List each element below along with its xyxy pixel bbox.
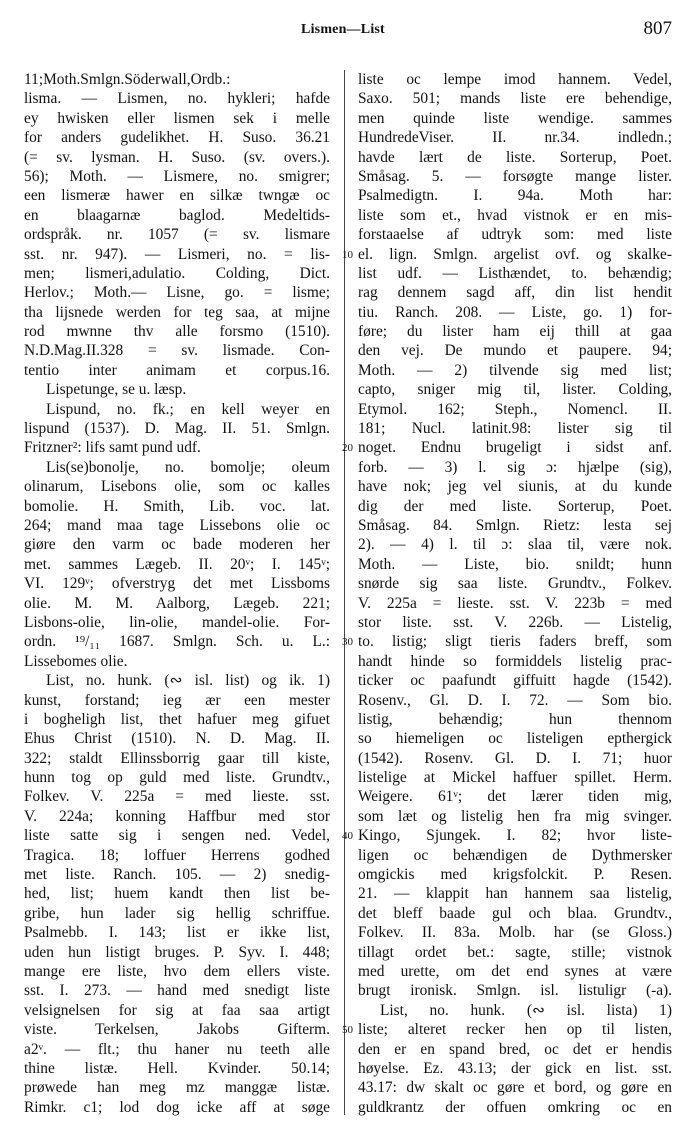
text-line: liste; alteret recker hen op til listen, 50 [358,1020,672,1039]
line-number-marker: 10 [342,248,353,261]
right-column [342,70,672,1117]
text-line: List, no. hunk. (∾ isl. list) og ik. 1) [46,672,330,690]
text-line: brugt ironisk. Smlgn. isl. listuligr (-a). [358,982,672,1000]
text-line: 181; Nucl. latinit.98: lister sig til [358,420,672,438]
text-line: listelige at Mickel haffuer spillet. Herm. [358,769,672,787]
text-line: dig der med liste. Sorterup, Poet. [358,497,672,515]
text-line: i bogheligh list, thet hafuer meg gifuet [24,710,330,728]
text-line: (1542). Rosenv. Gl. D. I. 71; huor [358,749,672,767]
text-line: Moth. — Liste, bio. snildt; hunn [358,555,672,573]
text-line: capto, sniger mig til, lister. Colding, [358,381,672,399]
text-line: Lispund, no. fk.; en kell weyer en [46,400,330,418]
text-line: den vej. De mundo et paupere. 94; [358,342,672,360]
text-line: handt hinde so formiddels listelig prac- [358,652,672,670]
column-divider [344,70,345,1115]
text-line: en blaagarnæ baglod. Medeltids- [24,206,330,224]
text-line: Rosenv., Gl. D. I. 72. — Som bio. [358,691,672,709]
text-line: HundredeViser. II. nr.34. indledn.; [358,129,672,147]
text-line: men quinde liste wendige. sammes [358,109,672,127]
text-line: bomolie. H. Smith, Lib. voc. lat. [24,497,330,515]
text-line: tha lijsnede werden for teg saa, at mijne [24,303,330,321]
text-line: VI. 129ᵛ; ofverstryg det met Lissboms [24,575,330,593]
text-line: Lis(se)bonolje, no. bomolje; oleum [46,458,330,476]
text-line: Saxo. 501; mands liste ere behendige, [358,90,672,108]
text-line: omgickis med krigsfolckit. P. Resen. [358,866,672,884]
text-line: 322; staldt Ellinssborrig gaar till kiste, [24,749,330,767]
text-line: viste. Terkelsen, Jakobs Gifterm. [24,1021,330,1039]
text-line: List, no. hunk. (∾ isl. lista) 1) [380,1001,672,1019]
page-number: 807 [643,18,672,39]
text-line: Fritzner²: lifs samt pund udf. [24,439,201,457]
text-line: men; lismeri,adulatio. Colding, Dict. [24,264,330,282]
text-line: ligen oc behændigen de Dythmersker [358,846,672,864]
text-line: Rimkr. c1; lod dog icke aff at søge [24,1098,330,1116]
text-line: lisma. — Lismen, no. hykleri; hafde [24,90,330,108]
text-line: N.D.Mag.II.328 = sv. lismade. Con- [24,342,330,360]
text-line: forb. — 3) l. sig ɔ: hjælpe (sig), [358,458,672,476]
text-line: V. 224a; konning Haffbur med stor [24,807,330,825]
text-line: lispund (1537). D. Mag. II. 51. Smlgn. [24,420,330,438]
text-line: velsignelsen for sig at faa saa artigt [24,1001,330,1019]
text-line: mange ere liste, hvo dem ellers viste. [24,962,330,980]
text-line: olinarum, Lisebons olie, som oc kalles [24,478,330,496]
text-line: forstaaelse af udtryk som: med liste [358,226,672,244]
text-line: Lispetunge, se u. læsp. [46,381,187,399]
text-line: to. listig; sligt tieris faders breff, som 30 [358,632,672,651]
text-line: een lismeræ hawer en silkæ twngæ oc [24,187,330,205]
text-line: giøre den varm oc bade moderen her [24,536,330,554]
text-line: 43.17: dw skalt oc gøre et bord, og gøre en [358,1079,672,1097]
text-line: gribe, hun lader sig hellig schriffue. [24,904,330,922]
text-line: have nok; jeg vel siunis, at du kunde [358,478,672,496]
text-line: føre; du lister ham eij thill at gaa [358,323,672,341]
text-line: Småsag. 5. — forsøgte mange lister. [358,167,672,185]
text-line: Etymol. 162; Steph., Nomencl. II. [358,400,672,418]
line-number-marker: 30 [342,636,353,649]
text-line: tentio inter animam et corpus.16. [24,361,330,379]
text-line: Psalmedigtn. I. 94a. Moth har: [358,187,672,205]
text-line: so hiemeligen oc listeligen epthergick [358,730,672,748]
text-line: Tragica. 18; loffuer Herrens godhed [24,846,330,864]
text-line: 11;Moth.Smlgn.Söderwall,Ordb.: [24,71,231,88]
text-line: for anders gudelikhet. H. Suso. 36.21 [24,129,330,147]
left-column [24,70,330,1117]
text-line: snørde sig saa liste. Grundtv., Folkev. [358,575,672,593]
dictionary-columns [24,70,672,1122]
text-line: den er en spand bred, oc det er hendis [358,1040,672,1058]
text-line: høyelse. Ez. 43.13; der gick en list. sst. [358,1059,672,1077]
text-line: 2). — 4) l. til ɔ: slaa til, være nok. [358,536,672,554]
text-line: Weigere. 61ᵛ; det lærer tiden mig, [358,788,672,806]
text-line: Lisbons-olie, lin-olie, mandel-olie. For- [24,613,330,631]
text-line: ordn. ¹⁹/₁₁ 1687. Smlgn. Sch. u. L.: [24,633,330,651]
text-line: 21. — klappit han hannem saa listelig, [358,885,672,903]
text-line: det bleff baade gul och blaa. Grundtv., [358,904,672,922]
text-line: liste oc lempe imod hannem. Vedel, [358,71,672,88]
text-line: list udf. — Listhændet, to. behændig; [358,264,672,282]
text-line: (= sv. lysman. H. Suso. (sv. overs.). [24,148,330,166]
text-line: prøwede han meg mz manggæ listæ. [24,1079,330,1097]
text-line: hunn tog op guld med liste. Grundtv., [24,769,330,787]
line-number-marker: 20 [342,442,353,455]
text-line: Ehus Christ (1510). N. D. Mag. II. [24,730,330,748]
text-line: a2ᵛ. — flt.; thu haner nu teeth alle [24,1040,330,1058]
text-line: sst. I. 273. — hand med snedigt liste [24,982,330,1000]
text-line: Psalmebb. I. 143; list er ikke list, [24,924,330,942]
text-line: listig, behændig; hun thennom [358,710,672,728]
text-line: rag dennem sagd aff, din list hendit [358,284,672,302]
text-line: tillagt ordet bet.: sagte, stille; vistnok [358,943,672,961]
text-line: noget. Endnu brugeligt i sidst anf. 20 [358,438,672,457]
text-line: stor liste. sst. V. 226b. — Listelig, [358,613,672,631]
text-line: liste som et., hvad vistnok er en mis- [358,206,672,224]
text-line: Folkev. II. 83a. Molb. har (se Gloss.) [358,924,672,942]
line-number-marker: 40 [342,830,353,843]
text-line: sst. nr. 947). — Lismeri, no. = lis- [24,245,330,263]
text-line: V. 225a = lieste. sst. V. 223b = med [358,594,672,612]
text-line: Folkev. V. 225a = med lieste. sst. [24,788,330,806]
text-line: el. lign. Smlgn. argelist ovf. og skalke- 10 [358,245,672,264]
text-line: uden hun listigt bruges. P. Syv. I. 448; [24,943,330,961]
text-line: havde lært de liste. Sorterup, Poet. [358,148,672,166]
text-line: tiu. Ranch. 208. — Liste, go. 1) for- [358,303,672,321]
text-line: Moth. — 2) tilvende sig med list; [358,361,672,379]
text-line: som læt og listelig hen fra mig svinger. [358,807,672,825]
text-line: med urette, om det end synes at være [358,962,672,980]
text-line: ticker oc paafundt giffuitt hagde (1542). [358,672,672,690]
text-line: Kingo, Sjungek. I. 82; hvor liste- 40 [358,826,672,845]
text-line: hed, list; huem kandt then list be- [24,885,330,903]
text-line: 264; mand maa tage Lissebons olie oc [24,516,330,534]
text-line: kunst, forstand; ieg ær een mester [24,691,330,709]
text-line: liste satte sig i sengen ned. Vedel, [24,827,330,845]
text-line: 56); Moth. — Lismere, no. smigrer; [24,167,330,185]
text-line: guldkrantz der offuen omkring oc en [358,1098,672,1116]
text-line: thine listæ. Hell. Kvinder. 50.14; [24,1059,330,1077]
text-line: ordspråk. nr. 1057 (= sv. lismare [24,226,330,244]
text-line: ey hwisken eller lismen sek i melle [24,109,330,127]
text-line: met. sammes Lægeb. II. 20ᵛ; I. 145ᵛ; [24,555,330,573]
line-number-marker: 50 [342,1024,353,1037]
text-line: Lissebomes olie. [24,652,128,670]
page-header [0,18,686,46]
text-line: met liste. Ranch. 105. — 2) snedig- [24,866,330,884]
text-line: Småsag. 84. Smlgn. Rietz: lesta sej [358,516,672,534]
text-line: rod mwnne thv alle forsmo (1510). [24,323,330,341]
text-line: olie. M. M. Aalborg, Lægeb. 221; [24,594,330,612]
text-line: Herlov.; Moth.— Lisne, go. = lisme; [24,284,330,302]
running-head: Lismen—List [301,22,385,37]
